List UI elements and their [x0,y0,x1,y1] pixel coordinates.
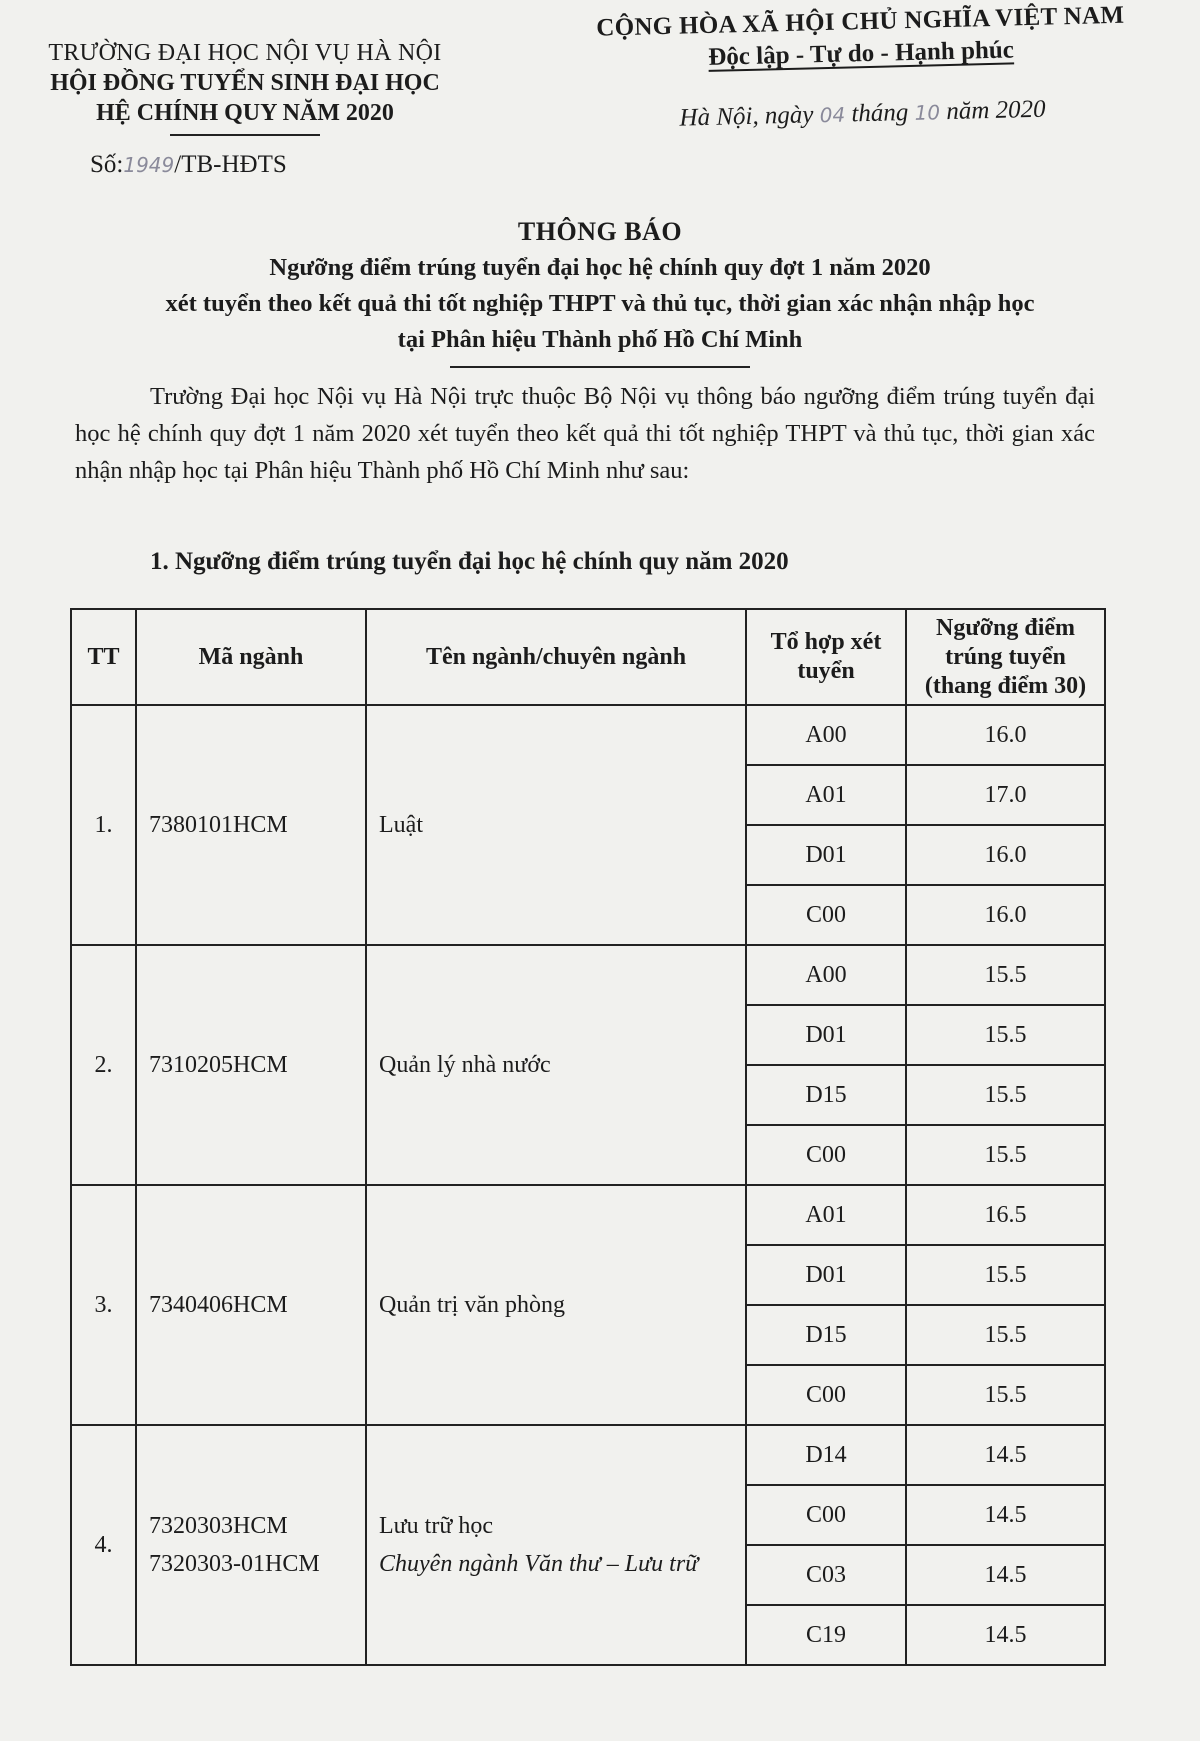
threshold-score: 14.5 [906,1605,1105,1665]
major-code-line-2: 7320303-01HCM [149,1551,320,1577]
date-prefix: Hà Nội, ngày [679,101,821,132]
threshold-score: 15.5 [906,945,1105,1005]
threshold-score: 16.0 [906,885,1105,945]
major-name [366,1425,746,1665]
national-motto: Độc lập - Tự do - Hạnh phúc [707,36,1015,71]
handwritten-day: 04 [819,102,846,128]
threshold-score: 15.5 [906,1065,1105,1125]
threshold-score: 14.5 [906,1485,1105,1545]
subject-combo: C03 [746,1545,906,1605]
major-code [136,1425,366,1665]
subject-combo: C00 [746,1365,906,1425]
major-name [366,1185,746,1425]
header-tt: TT [71,609,136,705]
header-score-line1: Ngưỡng điểm [935,614,1076,641]
subject-combo: C00 [746,1485,906,1545]
subject-combo: D15 [746,1305,906,1365]
row-number: 1. [71,705,136,945]
major-code-line: 7380101HCM [149,812,288,838]
threshold-score: 16.0 [906,825,1105,885]
table-header-row [71,609,1105,705]
major-name-line: Luật [379,812,423,838]
threshold-score: 17.0 [906,765,1105,825]
notice-subtitle-2: xét tuyển theo kết quả thi tốt nghiệp THPT và thủ tục, thời gian xác nhận nhập học [165,290,1035,317]
notice-title [0,214,1200,368]
major-name-line: Quản trị văn phòng [379,1292,565,1318]
major-name-line: Quản lý nhà nước [379,1052,551,1078]
header-name: Tên ngành/chuyên ngành [366,609,746,705]
subject-combo: D01 [746,1005,906,1065]
notice-subtitle-3: tại Phân hiệu Thành phố Hồ Chí Minh [397,326,803,353]
subject-combo: A01 [746,765,906,825]
handwritten-number: 1949 [123,153,175,177]
notice-subtitle-1: Ngưỡng điểm trúng tuyển đại học hệ chính quy đợt 1 năm 2020 [269,254,931,281]
row-number: 4. [71,1425,136,1665]
subject-combo: A00 [746,945,906,1005]
admission-score-table [70,608,1106,1666]
notice-heading: THÔNG BÁO [517,217,683,246]
major-code-line: 7320303HCM [149,1513,288,1539]
specialization-name: Chuyên ngành Văn thư – Lưu trữ [379,1551,699,1577]
major-name [366,945,746,1185]
row-number: 3. [71,1185,136,1425]
header-score [906,609,1105,705]
major-code [136,1185,366,1425]
subject-combo: A00 [746,705,906,765]
major-code-line: 7310205HCM [149,1052,288,1078]
issuer-underline [170,134,320,136]
threshold-score: 14.5 [906,1425,1105,1485]
number-suffix: /TB-HĐTS [174,151,287,178]
date-mid: tháng [844,98,915,128]
date-suffix: năm 2020 [939,95,1046,126]
subject-combo: D01 [746,825,906,885]
row-number: 2. [71,945,136,1185]
table-row [71,705,1105,765]
major-code [136,705,366,945]
subject-combo: D14 [746,1425,906,1485]
threshold-score: 15.5 [906,1245,1105,1305]
title-underline [450,366,750,368]
major-name-line: Lưu trữ học [379,1513,493,1539]
number-prefix: Số: [90,151,124,178]
header-combo: Tổ hợp xét tuyển [746,609,906,705]
threshold-score: 15.5 [906,1305,1105,1365]
intro-paragraph [75,378,1095,489]
threshold-score: 16.5 [906,1185,1105,1245]
threshold-score: 14.5 [906,1545,1105,1605]
major-code [136,945,366,1185]
council-name: HỘI ĐỒNG TUYỂN SINH ĐẠI HỌC [50,70,440,96]
subject-combo: D15 [746,1065,906,1125]
subject-combo: C19 [746,1605,906,1665]
subject-combo: C00 [746,885,906,945]
threshold-score: 15.5 [906,1125,1105,1185]
university-name: TRƯỜNG ĐẠI HỌC NỘI VỤ HÀ NỘI [48,40,442,66]
issuer-block [10,38,480,180]
threshold-score: 16.0 [906,705,1105,765]
table-row [71,1185,1105,1245]
subject-combo: A01 [746,1185,906,1245]
table-row [71,945,1105,1005]
section-heading: 1. Ngưỡng điểm trúng tuyển đại học hệ chính quy năm 2020 [150,548,789,575]
place-date [542,90,1183,138]
major-code-line: 7340406HCM [149,1292,288,1318]
threshold-score: 15.5 [906,1005,1105,1065]
document-number [90,150,480,180]
subject-combo: C00 [746,1125,906,1185]
header-code: Mã ngành [136,609,366,705]
intro-text: Trường Đại học Nội vụ Hà Nội trực thuộc Bộ Nội vụ thông báo ngưỡng điểm trúng tuyển đại học hệ chính quy đợt 1 năm 2020 xét tuyển theo kết quả thi tốt nghiệp THPT và thủ tục, thời gian xác nhận nhập học tại Phân hiệu Thành phố Hồ Chí Minh như sau: [75,383,1095,484]
major-name [366,705,746,945]
program-year: HỆ CHÍNH QUY NĂM 2020 [96,100,394,126]
national-title: CỘNG HÒA XÃ HỘI CHỦ NGHĨA VIỆT NAM [595,1,1125,42]
national-header [540,0,1183,138]
handwritten-month: 10 [914,100,941,125]
table-row [71,1425,1105,1485]
threshold-score: 15.5 [906,1365,1105,1425]
header-score-line3: (thang điểm 30) [924,672,1087,699]
header-score-line2: trúng tuyển [945,643,1066,670]
subject-combo: D01 [746,1245,906,1305]
